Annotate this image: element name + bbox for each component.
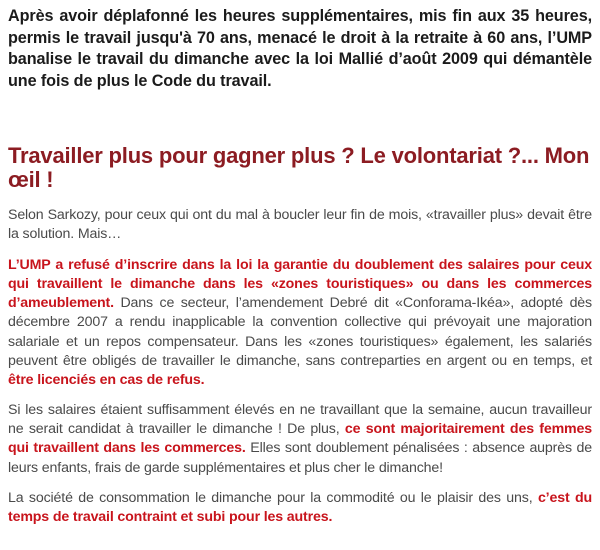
paragraph-2-highlight: L’UMP a refusé d’inscrire dans la loi la garantie du doublement des salaires pour ceux qui travaillent le dimanche dans les «zones touristiques» ou dans les commerces d’ameublement. xyxy=(8,256,592,312)
paragraph-4-highlight: c’est du temps de travail contraint et subi pour les autres. xyxy=(8,489,592,526)
paragraph-1: Selon Sarkozy, pour ceux qui ont du mal à boucler leur fin de mois, «travailler plus» devait être la solution. Mais… xyxy=(8,207,592,243)
paragraph-4-text: La société de consommation le dimanche pour la commodité ou le plaisir des uns, xyxy=(8,489,538,506)
paragraph-3-text-end: Elles sont doublement pénalisées : absence auprès de leurs enfants, frais de garde supplémentaires et plus cher le dimanche! xyxy=(8,440,592,476)
paragraph-3-text: Si les salaires étaient suffisamment élevés en ne travaillant que la semaine, aucun travailleur ne serait candidat à travailler le dimanche ! De plus, xyxy=(8,401,592,437)
intro-paragraph: Après avoir déplafonné les heures supplémentaires, mis fin aux 35 heures, permis le travail jusqu'à 70 ans, menacé le droit à la retraite à 60 ans, l’UMP banalise le travail du dimanche avec la loi Mallié d’août 2009 qui démantèle une fois de plus le Code du travail. xyxy=(8,7,592,90)
paragraph-2-text: Dans ce secteur, l’amendement Debré dit «Conforama-Ikéa», adopté dès décembre 2007 a rendu inapplicable la convention collective qui prévoyait une majoration salariale et un repos compensateur. Dans les «zones touristiques» également, les salariés peuvent être obligés de travailler le dimanche, sans contreparties en argent ou en temps, et xyxy=(8,295,592,370)
paragraph-2-highlight-end: être licenciés en cas de refus. xyxy=(8,372,205,389)
paragraph-4 xyxy=(8,489,592,528)
paragraph-2 xyxy=(8,256,592,391)
section-headline: Travailler plus pour gagner plus ? Le volontariat ?... Mon œil ! xyxy=(8,143,590,192)
paragraph-3-highlight: ce sont majoritairement des femmes qui travaillent dans les commerces. xyxy=(8,420,592,457)
paragraph-3 xyxy=(8,401,592,478)
